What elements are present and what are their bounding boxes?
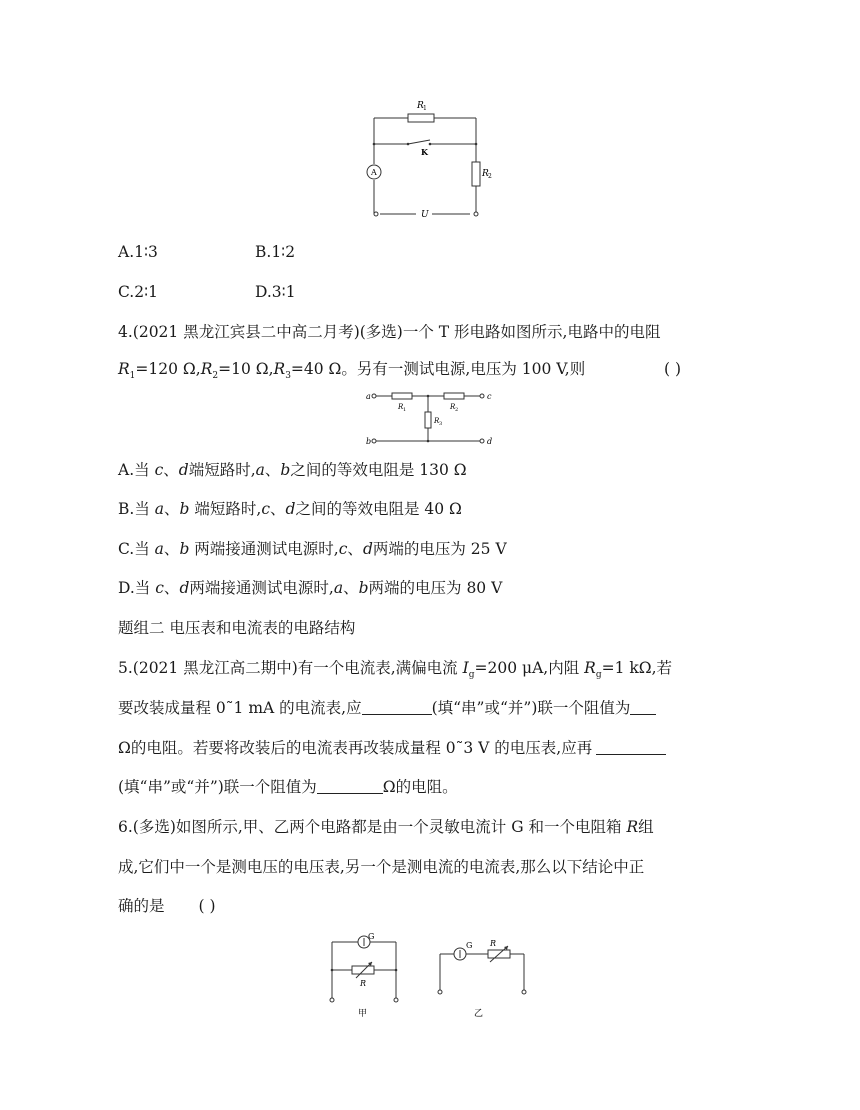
terminal-b: b <box>366 437 372 446</box>
label-k: K <box>421 147 428 157</box>
label-r1-sub: 1 <box>403 407 407 413</box>
caption-jia: 甲 <box>358 1009 368 1019</box>
q6-answer-paren: ( ) <box>198 897 216 915</box>
q3-option-a: A.1∶3 <box>118 243 158 261</box>
label-r2: R <box>450 403 456 411</box>
terminal-d: d <box>487 437 493 446</box>
text: 端短路时, <box>188 461 256 479</box>
label-r: R <box>360 979 367 988</box>
label-u: U <box>421 210 429 220</box>
label-r1-sub: 1 <box>423 105 427 112</box>
sub: g <box>468 670 475 681</box>
resistor-r3 <box>425 412 431 428</box>
q6-line-2: 成,它们中一个是测电压的电压表,另一个是测电流的电流表,那么以下结论中正 <box>118 858 645 876</box>
var: a <box>154 500 164 518</box>
q5-line-2 <box>118 697 656 719</box>
q5-line-4 <box>118 776 458 798</box>
label-g: G <box>466 941 473 950</box>
circuit-figure-jia <box>322 930 408 1022</box>
var: a <box>333 579 344 597</box>
text: 、 <box>343 579 359 597</box>
var: b <box>358 579 369 597</box>
label-r: R <box>490 939 497 948</box>
text: 要改装成量程 0˜1 mA 的电流表,应 <box>118 699 362 717</box>
label-r3: R <box>434 417 440 425</box>
text: 之间的等效电阻是 130 Ω <box>290 461 467 479</box>
var: d <box>362 540 373 558</box>
text: (填“串”或“并”)联一个阻值为 <box>118 778 317 796</box>
label-ammeter: A <box>371 168 377 177</box>
q4-r1-sub: 1 <box>129 371 136 382</box>
text: (填“串”或“并”)联一个阻值为 <box>431 699 631 717</box>
q4-r2-sub: 2 <box>212 371 219 382</box>
q4-r3-sub: 3 <box>285 371 291 382</box>
circuit-figure-q3 <box>360 96 500 222</box>
text: 、 <box>264 461 281 479</box>
t-circuit-figure-q4 <box>366 386 496 446</box>
var: d <box>285 500 296 518</box>
text: Ω的电阻。若要将改装后的电流表再改装成量程 0˜3 V 的电压表,应再 <box>118 739 593 757</box>
answer-blank-2[interactable] <box>630 700 656 715</box>
text: B.当 <box>118 500 155 518</box>
var-ig: I <box>462 659 469 677</box>
q4-r3-symbol: R <box>273 360 286 378</box>
q4-r3-value: =40 Ω。另有一测试电源,电压为 100 V,则 <box>290 360 586 378</box>
text: A.当 <box>118 461 155 479</box>
var: a <box>255 461 265 479</box>
label-r2-sub: 2 <box>455 407 459 413</box>
text: =1 kΩ,若 <box>601 659 673 677</box>
q3-option-b: B.1∶2 <box>255 243 296 261</box>
text: 两端的电压为 25 V <box>372 540 507 558</box>
text: Ω的电阻。 <box>382 778 458 796</box>
var: c <box>261 500 270 518</box>
label-r2: R <box>482 169 489 179</box>
resistor-r2 <box>444 393 464 399</box>
text: 、 <box>163 461 179 479</box>
text: =200 μA,内阻 <box>474 659 585 677</box>
q4-option-b <box>118 498 462 520</box>
text: 之间的等效电阻是 40 Ω <box>295 500 462 518</box>
var-r: R <box>626 818 639 836</box>
answer-blank-1[interactable] <box>362 700 432 715</box>
resistor-r1 <box>392 393 412 399</box>
text: 组 <box>638 818 654 836</box>
resistor-r1 <box>408 114 434 122</box>
text: 6.(多选)如图所示,甲、乙两个电路都是由一个灵敏电流计 G 和一个电阻箱 <box>118 818 627 836</box>
var: d <box>178 461 189 479</box>
label-g: G <box>368 932 375 941</box>
label-r1: R <box>417 101 424 111</box>
q4-r1-symbol: R <box>118 360 130 378</box>
text: 、 <box>163 540 180 558</box>
var: b <box>179 500 190 518</box>
text: 确的是 <box>118 897 165 915</box>
resistor-r2 <box>472 162 480 186</box>
q4-option-d <box>118 577 502 599</box>
q4-answer-paren: ( ) <box>664 360 682 378</box>
var: b <box>179 540 190 558</box>
text: 两端接通测试电源时, <box>189 540 339 558</box>
q3-option-c: C.2∶1 <box>118 283 158 301</box>
text: 两端接通测试电源时, <box>189 579 334 597</box>
label-r1: R <box>398 403 404 411</box>
label-r3-sub: 3 <box>439 421 443 427</box>
q4-r2-symbol: R <box>200 360 213 378</box>
sub: g <box>595 670 602 681</box>
section-heading: 题组二 电压表和电流表的电路结构 <box>118 619 356 637</box>
text: 、 <box>164 500 180 518</box>
q4-option-c <box>118 538 507 560</box>
q5-line-3 <box>118 737 666 759</box>
var: c <box>155 579 164 597</box>
rheostat-r <box>352 966 374 974</box>
var-rg: R <box>584 659 596 677</box>
caption-yi: 乙 <box>474 1009 484 1019</box>
answer-blank-3[interactable] <box>596 740 666 755</box>
text: 端短路时, <box>189 500 262 518</box>
var: c <box>154 461 164 479</box>
q6-line-3 <box>118 895 216 917</box>
circuit-figure-yi <box>432 936 532 1022</box>
text: 、 <box>347 540 363 558</box>
text: D.当 <box>118 579 156 597</box>
var: a <box>154 540 164 558</box>
q3-option-d: D.3∶1 <box>255 283 296 301</box>
q4-stem-line-1: 4.(2021 黑龙江宾县二中高二月考)(多选)一个 T 形电路如图所示,电路中的电阻 <box>118 323 661 341</box>
text: 5.(2021 黑龙江高二期中)有一个电流表,满偏电流 <box>118 659 463 677</box>
q5-line-1 <box>118 657 672 686</box>
var: d <box>179 579 190 597</box>
var: b <box>280 461 291 479</box>
var: c <box>338 540 348 558</box>
text: 、 <box>163 579 180 597</box>
label-r2-sub: 2 <box>488 173 492 180</box>
switch-k <box>408 140 430 144</box>
q4-stem-line-2 <box>118 358 585 387</box>
q6-line-1 <box>118 816 654 838</box>
q4-r1-value: =120 Ω, <box>135 360 201 378</box>
terminal-a: a <box>366 392 371 401</box>
text: C.当 <box>118 540 155 558</box>
q4-option-a <box>118 459 467 481</box>
answer-blank-4[interactable] <box>317 779 383 794</box>
text: 两端的电压为 80 V <box>368 579 503 597</box>
text: 、 <box>270 500 286 518</box>
q4-r2-value: =10 Ω, <box>218 360 274 378</box>
terminal-c: c <box>487 392 492 401</box>
